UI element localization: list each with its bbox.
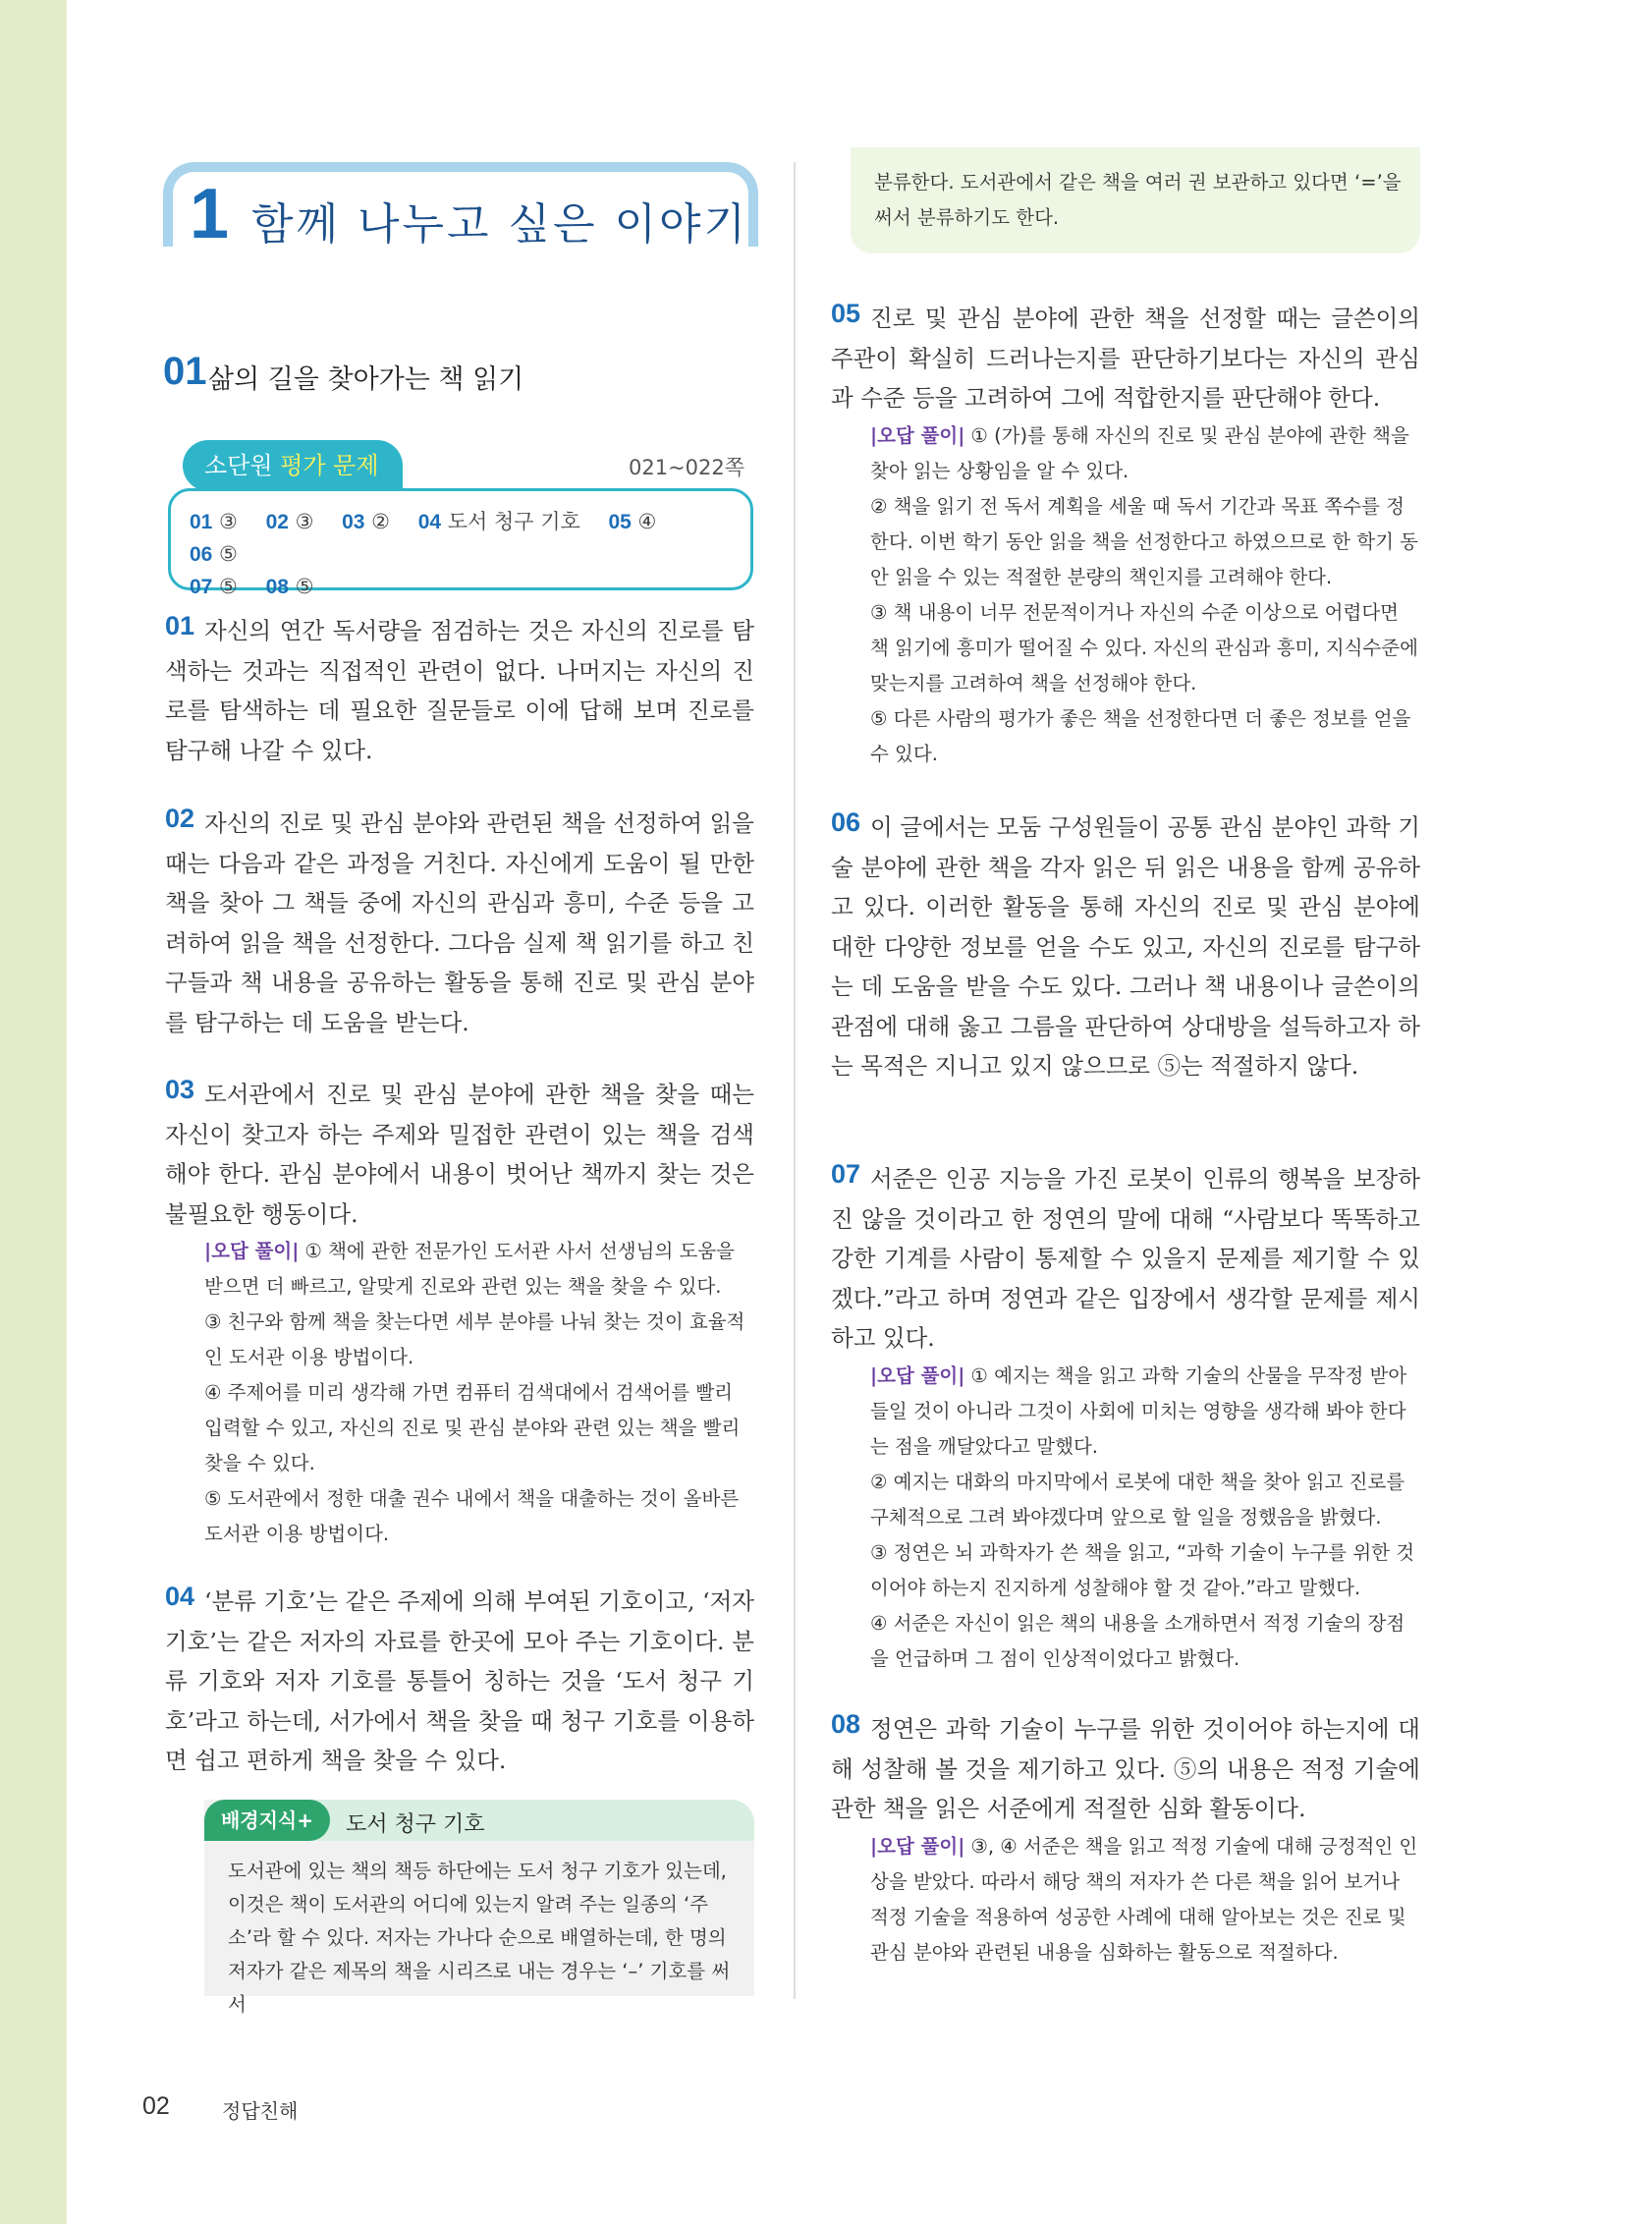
- question-number: 01: [165, 611, 195, 640]
- background-continuation-text: 분류한다. 도서관에서 같은 책을 여러 권 보관하고 있다면 ‘=’을 써서 분류하기도 한다.: [874, 171, 1402, 229]
- question-number: 05: [831, 299, 861, 328]
- question-explanation: 서준은 인공 지능을 가진 로봇이 인류의 행복을 보장하진 않을 것이라고 한 정연의 말에 대해 “사람보다 똑똑하고 강한 기계를 사람이 통제할 수 있을지 문제를 제기할 수 있겠다.”라고 하며 정연과 같은 입장에서 생각할 문제를 제시하고 있다.: [831, 1165, 1420, 1352]
- question-07: [831, 1159, 1420, 1677]
- answer-item: 05 ④: [608, 510, 657, 533]
- question-06: [831, 807, 1420, 1086]
- wrong-answer-notes: |오답 풀이| ① (가)를 통해 자신의 진로 및 관심 분야에 관한 책을 찾아 읽는 상황임을 알 수 있다. ② 책을 읽기 전 독서 계획을 세울 때 독서 기간과 목표 쪽수를 정한다. 이번 학기 동안 읽을 책을 선정한다고 하였으므로 한 학기 동안 읽을 수 있는 적절한 분량의 책인지를 고려해야 한다. ③ 책 내용이 너무 전문적이거나 자신의 수준 이상으로 어렵다면 책 읽기에 흥미가 떨어질 수 있다. 자신의 관심과 흥미, 지식수준에 맞는지를 고려하여 책을 선정해야 한다. ⑤ 다른 사람의 평가가 좋은 책을 선정한다면 더 좋은 정보를 얻을 수 있다.: [870, 423, 1418, 765]
- evaluation-pages: 021~022쪽: [629, 456, 745, 479]
- evaluation-tab: [183, 440, 403, 491]
- question-explanation: ‘분류 기호’는 같은 주제에 의해 부여된 기호이고, ‘저자 기호’는 같은 저자의 자료를 한곳에 모아 주는 기호이다. 분류 기호와 저자 기호를 통틀어 칭하는 것을 ‘도서 청구 기호’라고 하는데, 서가에서 책을 찾을 때 청구 기호를 이용하면 쉽고 편하게 책을 찾을 수 있다.: [165, 1587, 754, 1774]
- answer-list: [190, 506, 740, 603]
- question-number: 08: [831, 1709, 861, 1739]
- question-04: [165, 1582, 754, 1781]
- background-knowledge-badge: 배경지식+: [204, 1800, 330, 1841]
- answer-item: 04 도서 청구 기호: [417, 510, 580, 533]
- question-explanation: 이 글에서는 모둠 구성원들이 공통 관심 분야인 과학 기술 분야에 관한 책을 각자 읽은 뒤 읽은 내용을 함께 공유하고 있다. 이러한 활동을 통해 자신의 진로 및 관심 분야에 대한 다양한 정보를 얻을 수도 있고, 자신의 진로를 탐구하는 데 도움을 받을 수도 있다. 그러나 책 내용이나 글쓴이의 관점에 대해 옳고 그름을 판단하여 상대방을 설득하고자 하는 목적은 지니고 있지 않으므로 ⑤는 적절하지 않다.: [831, 813, 1420, 1080]
- question-number: 03: [165, 1075, 195, 1104]
- question-number: 02: [165, 804, 195, 833]
- wrong-answer-tag: |오답 풀이|: [870, 423, 965, 447]
- background-knowledge-title: 도서 청구 기호: [346, 1812, 485, 1837]
- wrong-answer-tag: |오답 풀이|: [870, 1363, 965, 1387]
- chapter-title: 함께 나누고 싶은 이야기: [251, 199, 748, 250]
- section-number: 01: [163, 350, 207, 393]
- side-color-strip: [0, 0, 67, 2224]
- question-number: 04: [165, 1582, 195, 1611]
- evaluation-tab-highlight: 평가 문제: [280, 452, 379, 479]
- question-explanation: 도서관에서 진로 및 관심 분야에 관한 책을 찾을 때는 자신이 찾고자 하는 주제와 밀접한 관련이 있는 책을 검색해야 한다. 관심 분야에서 내용이 벗어난 책까지 찾는 것은 불필요한 행동이다.: [165, 1081, 754, 1228]
- background-knowledge-text: 도서관에 있는 책의 책등 하단에는 도서 청구 기호가 있는데, 이것은 책이 도서관의 어디에 있는지 알려 주는 일종의 ‘주소’라 할 수 있다. 저자는 가나다 순으로 배열하는데, 한 명의 저자가 같은 제목의 책을 시리즈로 내는 경우는 ‘–’ 기호를 써서: [228, 1860, 731, 2016]
- question-explanation: 자신의 진로 및 관심 분야와 관련된 책을 선정하여 읽을 때는 다음과 같은 과정을 거친다. 자신에게 도움이 될 만한 책을 찾아 그 책들 중에 자신의 관심과 흥미, 수준 등을 고려하여 읽을 책을 선정한다. 그다음 실제 책 읽기를 하고 친구들과 책 내용을 공유하는 활동을 통해 진로 및 관심 분야를 탐구하는 데 도움을 받는다.: [165, 809, 754, 1036]
- question-02: [165, 804, 754, 1042]
- question-number: 07: [831, 1159, 861, 1189]
- answer-item: 06 ⑤: [190, 542, 238, 566]
- page-number: 02: [142, 2092, 170, 2120]
- question-05: [831, 299, 1420, 772]
- answer-item: 03 ②: [342, 510, 390, 533]
- chapter-number: 1: [190, 175, 230, 253]
- wrong-answer-notes: |오답 풀이| ① 책에 관한 전문가인 도서관 사서 선생님의 도움을 받으면 더 빠르고, 알맞게 진로와 관련 있는 책을 찾을 수 있다. ③ 친구와 함께 책을 찾는다면 세부 분야를 나눠 찾는 것이 효율적인 도서관 이용 방법이다. ④ 주제어를 미리 생각해 가면 컴퓨터 검색대에서 검색어를 빨리 입력할 수 있고, 자신의 진로 및 관심 분야와 관련 있는 책을 빨리 찾을 수 있다. ⑤ 도서관에서 정한 대출 권수 내에서 책을 대출하는 것이 올바른 도서관 이용 방법이다.: [204, 1240, 745, 1545]
- question-explanation: 진로 및 관심 분야에 관한 책을 선정할 때는 글쓴이의 주관이 확실히 드러나는지를 판단하기보다는 자신의 관심과 수준 등을 고려하여 그에 적합한지를 판단해야 한다.: [831, 305, 1420, 412]
- question-explanation: 정연은 과학 기술이 누구를 위한 것이어야 하는지에 대해 성찰해 볼 것을 제기하고 있다. ⑤의 내용은 적정 기술에 관한 책을 읽은 서준에게 적절한 심화 활동이다.: [831, 1715, 1420, 1822]
- wrong-answer-tag: |오답 풀이|: [204, 1240, 300, 1262]
- footer-label: 정답친해: [222, 2099, 299, 2123]
- question-01: [165, 611, 754, 770]
- question-08: [831, 1709, 1420, 1971]
- answer-item: 08 ⑤: [265, 575, 314, 598]
- column-divider: [794, 162, 796, 1999]
- evaluation-tab-prefix: 소단원: [204, 452, 281, 479]
- question-explanation: 자신의 연간 독서량을 점검하는 것은 자신의 진로를 탐색하는 것과는 직접적인 관련이 없다. 나머지는 자신의 진로를 탐색하는 데 필요한 질문들로 이에 답해 보며 진로를 탐구해 나갈 수 있다.: [165, 617, 754, 764]
- question-03: [165, 1075, 754, 1552]
- wrong-answer-tag: |오답 풀이|: [870, 1834, 965, 1858]
- section-title: 삶의 길을 찾아가는 책 읽기: [208, 364, 524, 395]
- question-number: 06: [831, 807, 861, 837]
- answer-item: 07 ⑤: [190, 575, 238, 598]
- answer-item: 01 ③: [190, 510, 238, 533]
- answer-item: 02 ③: [265, 510, 314, 533]
- wrong-answer-notes: |오답 풀이| ③, ④ 서준은 책을 읽고 적정 기술에 대해 긍정적인 인상을 받았다. 따라서 해당 책의 저자가 쓴 다른 책을 읽어 보거나 적정 기술을 적용하여 성공한 사례에 대해 알아보는 것은 진로 및 관심 분야와 관련된 내용을 심화하는 활동으로 적절하다.: [870, 1834, 1418, 1964]
- wrong-answer-notes: |오답 풀이| ① 예지는 책을 읽고 과학 기술의 산물을 무작정 받아들일 것이 아니라 그것이 사회에 미치는 영향을 생각해 봐야 한다는 점을 깨달았다고 말했다. ② 예지는 대화의 마지막에서 로봇에 대한 책을 찾아 읽고 진로를 구체적으로 그려 봐야겠다며 앞으로 할 일을 정했음을 밝혔다. ③ 정연은 뇌 과학자가 쓴 책을 읽고, “과학 기술이 누구를 위한 것이어야 하는지 진지하게 성찰해야 할 것 같아.”라고 말했다. ④ 서준은 자신이 읽은 책의 내용을 소개하면서 적정 기술의 장점을 언급하며 그 점이 인상적이었다고 밝혔다.: [870, 1363, 1415, 1670]
